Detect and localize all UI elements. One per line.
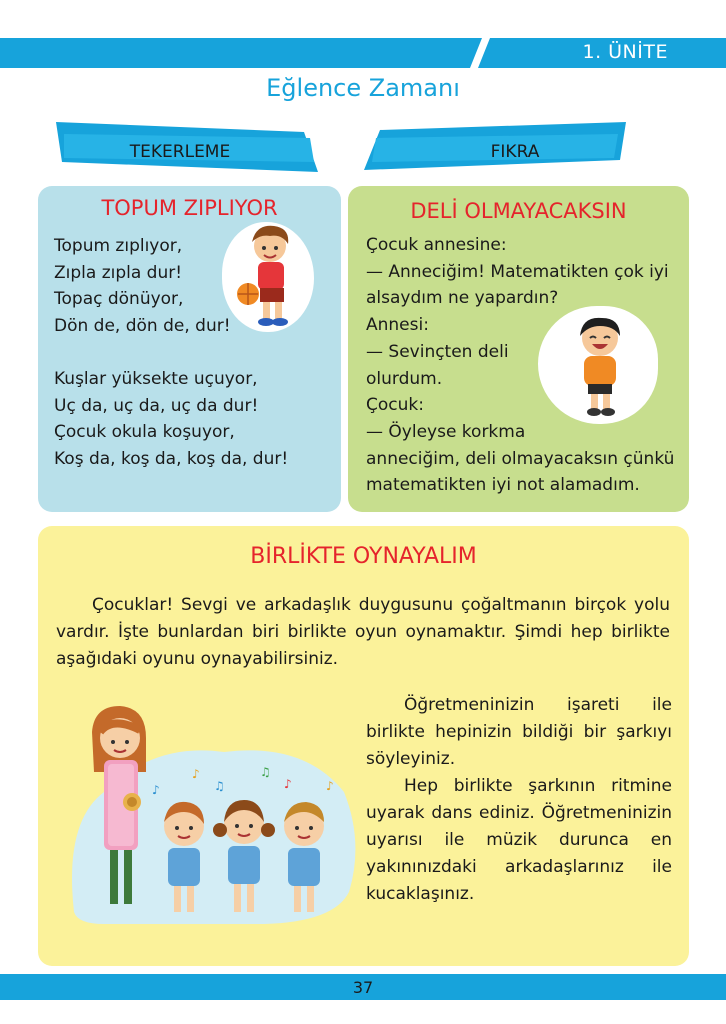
poem-line: Koş da, koş da, koş da, dur!: [54, 448, 289, 469]
svg-text:♪: ♪: [326, 779, 334, 793]
joke-line: olurdum.: [366, 368, 443, 389]
game-title: BİRLİKTE OYNAYALIM: [250, 544, 477, 569]
unit-label: 1. ÜNİTE: [582, 41, 668, 63]
joke-line: Çocuk:: [366, 395, 424, 416]
tab-fikra: FIKRA: [490, 142, 540, 162]
poem-line: Uç da, uç da, uç da dur!: [54, 395, 259, 416]
game-instructions: [366, 692, 672, 908]
poem-line: Topaç dönüyor,: [54, 289, 184, 310]
game-instruction-paragraph: Öğretmeninizin işareti ile birlikte hepinizin bildiği bir şarkıyı söyleyiniz.: [366, 695, 672, 769]
svg-text:♪: ♪: [192, 767, 200, 781]
joke-line: matematikten iyi not alamadım.: [366, 475, 640, 496]
page-title: Eğlence Zamanı: [266, 74, 460, 102]
joke-text: [366, 232, 674, 499]
game-instruction-paragraph: Hep birlikte şarkının ritmine uyarak dans ediniz. Öğretmeninizin uyarısı ile müzik durunca en yakınınızdaki arkadaşlarınız ile kucaklaşınız.: [366, 776, 672, 904]
poem-title: TOPUM ZIPLIYOR: [101, 196, 278, 220]
teacher-and-children-illustration: [64, 702, 360, 928]
tab-tekerleme: TEKERLEME: [129, 142, 231, 162]
joke-line: — Sevinçten deli: [366, 341, 509, 362]
poem-line: Zıpla zıpla dur!: [54, 262, 183, 283]
poem-text: [54, 233, 288, 473]
joke-line: anneciğim, deli olmayacaksın çünkü: [366, 448, 675, 469]
svg-text:♪: ♪: [152, 783, 160, 797]
poem-line: Topum zıplıyor,: [54, 236, 183, 256]
joke-line: — Öyleyse korkma: [366, 421, 526, 442]
joke-title: DELİ OLMAYACAKSIN: [410, 199, 627, 223]
poem-line: Dön de, dön de, dur!: [54, 316, 231, 337]
game-intro-paragraph: Çocuklar! Sevgi ve arkadaşlık duygusunu çoğaltmanın birçok yolu vardır. İşte bunlardan biri birlikte oyun oynamaktır. Şimdi hep birlikte aşağıdaki oyunu oynayabilirsiniz.: [56, 595, 670, 669]
svg-text:♫: ♫: [260, 765, 271, 779]
poem-line: Kuşlar yüksekte uçuyor,: [54, 368, 258, 389]
joke-line: Annesi:: [366, 315, 429, 336]
poem-line: Çocuk okula koşuyor,: [54, 422, 235, 443]
svg-text:♫: ♫: [214, 779, 225, 793]
joke-line: alsaydım ne yapardın?: [366, 288, 559, 309]
joke-line: — Anneciğim! Matematikten çok iyi: [366, 261, 669, 282]
svg-text:♪: ♪: [284, 777, 292, 791]
joke-line: Çocuk annesine:: [366, 235, 507, 255]
page-number: 37: [352, 978, 374, 997]
